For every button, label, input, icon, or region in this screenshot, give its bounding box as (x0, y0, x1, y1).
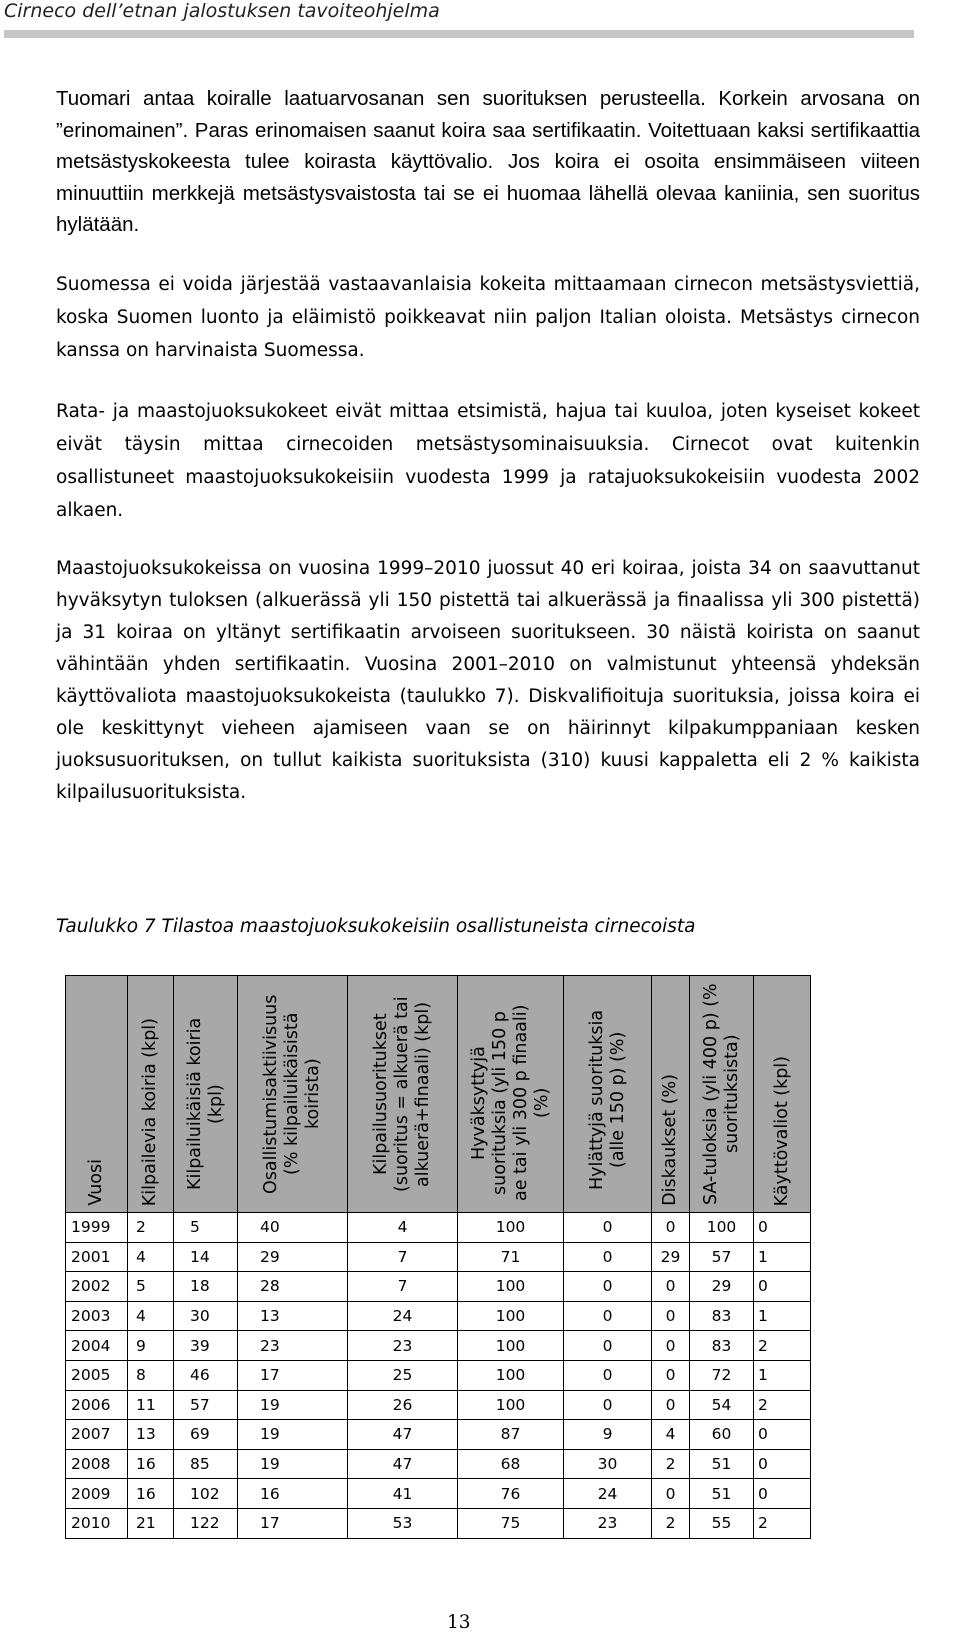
table-cell: 0 (564, 1331, 652, 1361)
table-cell: 18 (174, 1272, 238, 1302)
table-cell: 0 (652, 1301, 690, 1331)
table-row (66, 1272, 811, 1302)
table-row (66, 1420, 811, 1450)
table-cell: 19 (238, 1449, 348, 1479)
column-header: SA-tuloksia (yli 400 p) (% suorituksista) (690, 976, 754, 1213)
paragraph-finland-tests: Suomessa ei voida järjestää vastaavanlaisia kokeita mittaamaan cirnecon metsästysviettiä, koska Suomen luonto ja eläimistö poikkeavat niin paljon Italian oloista. Metsästys cirnecon kanssa on harvinaista Suomessa. (56, 274, 920, 361)
table-row (66, 1360, 811, 1390)
table-cell: 75 (458, 1508, 564, 1538)
table-cell: 24 (348, 1301, 458, 1331)
table-cell: 72 (690, 1360, 754, 1390)
column-header: Kilpailevia koiria (kpl) (128, 976, 174, 1213)
table-cell: 2002 (66, 1272, 128, 1302)
table-cell: 83 (690, 1331, 754, 1361)
table-cell: 9 (564, 1420, 652, 1450)
table-cell: 47 (348, 1449, 458, 1479)
statistics-table (65, 975, 811, 1539)
table-cell: 0 (652, 1213, 690, 1243)
table-cell: 68 (458, 1449, 564, 1479)
column-header: Hyväksyttyjä suorituksia (yli 150 p ae tai yli 300 p finaali)(%) (458, 976, 564, 1213)
column-header: Hylättyjä suorituksia (alle 150 p) (%) (564, 976, 652, 1213)
table-cell: 1 (754, 1360, 811, 1390)
table-cell: 4 (652, 1420, 690, 1450)
table-cell: 0 (652, 1360, 690, 1390)
table-cell: 0 (652, 1479, 690, 1509)
table-cell: 54 (690, 1390, 754, 1420)
table-cell: 51 (690, 1449, 754, 1479)
table-cell: 2005 (66, 1360, 128, 1390)
table-cell: 29 (238, 1242, 348, 1272)
table-cell: 14 (174, 1242, 238, 1272)
table-cell: 0 (754, 1213, 811, 1243)
table-cell: 1 (754, 1301, 811, 1331)
column-header: Vuosi (66, 976, 128, 1213)
column-header: Kilpailuikäisiä koiria (kpl) (174, 976, 238, 1213)
table-cell: 16 (128, 1449, 174, 1479)
table-cell: 4 (128, 1242, 174, 1272)
table-cell: 9 (128, 1331, 174, 1361)
table-cell: 26 (348, 1390, 458, 1420)
table-cell: 0 (564, 1360, 652, 1390)
table-cell: 100 (458, 1331, 564, 1361)
table-cell: 13 (238, 1301, 348, 1331)
table-cell: 17 (238, 1360, 348, 1390)
table-cell: 69 (174, 1420, 238, 1450)
table-cell: 0 (564, 1301, 652, 1331)
table-cell: 2 (652, 1449, 690, 1479)
table-cell: 0 (652, 1331, 690, 1361)
table-cell: 2001 (66, 1242, 128, 1272)
table-cell: 4 (128, 1301, 174, 1331)
table-row (66, 1449, 811, 1479)
table-cell: 102 (174, 1479, 238, 1509)
table-cell: 29 (690, 1272, 754, 1302)
table-cell: 23 (564, 1508, 652, 1538)
table-cell: 2009 (66, 1479, 128, 1509)
table-cell: 57 (690, 1242, 754, 1272)
table-cell: 19 (238, 1420, 348, 1450)
table-cell: 83 (690, 1301, 754, 1331)
table-cell: 71 (458, 1242, 564, 1272)
table-cell: 5 (128, 1272, 174, 1302)
table-cell: 76 (458, 1479, 564, 1509)
table-cell: 8 (128, 1360, 174, 1390)
table-cell: 100 (458, 1360, 564, 1390)
table-cell: 0 (564, 1272, 652, 1302)
table-cell: 0 (564, 1213, 652, 1243)
table-cell: 11 (128, 1390, 174, 1420)
table-cell: 13 (128, 1420, 174, 1450)
table-cell: 60 (690, 1420, 754, 1450)
table-cell: 2006 (66, 1390, 128, 1420)
table-cell: 2008 (66, 1449, 128, 1479)
document-header-title: Cirneco dell’etnan jalostuksen tavoiteohjelma (4, 0, 440, 22)
table-cell: 0 (564, 1242, 652, 1272)
table-row (66, 1479, 811, 1509)
table-cell: 0 (754, 1449, 811, 1479)
table-cell: 2 (652, 1508, 690, 1538)
paragraph-race-tests: Rata- ja maastojuoksukokeet eivät mittaa etsimistä, hajua tai kuuloa, joten kyseiset kokeet eivät täysin mittaa cirnecoiden metsästysominaisuuksia. Cirnecot ovat kuitenkin osallistuneet maastojuoksukokeisiin vuodesta 1999 ja ratajuoksukokeisiin vuodesta 2002 alkaen. (56, 401, 920, 521)
header-rule (4, 30, 914, 38)
table-cell: 29 (652, 1242, 690, 1272)
column-header: Käyttövaliot (kpl) (754, 976, 811, 1213)
table-cell: 0 (652, 1272, 690, 1302)
table-cell: 1 (754, 1242, 811, 1272)
table-cell: 100 (458, 1213, 564, 1243)
table-row (66, 1508, 811, 1538)
table-cell: 100 (458, 1272, 564, 1302)
table-cell: 5 (174, 1213, 238, 1243)
column-header: Diskaukset (%) (652, 976, 690, 1213)
table-cell: 100 (458, 1390, 564, 1420)
table-cell: 2010 (66, 1508, 128, 1538)
table-row (66, 1213, 811, 1243)
table-cell: 100 (690, 1213, 754, 1243)
table-cell: 24 (564, 1479, 652, 1509)
table-caption: Taulukko 7 Tilastoa maastojuoksukokeisiin osallistuneista cirnecoista (56, 916, 696, 937)
table-cell: 0 (754, 1479, 811, 1509)
table-cell: 17 (238, 1508, 348, 1538)
table-cell: 2 (754, 1331, 811, 1361)
table-cell: 28 (238, 1272, 348, 1302)
table-cell: 0 (652, 1390, 690, 1420)
table-cell: 25 (348, 1360, 458, 1390)
table-cell: 51 (690, 1479, 754, 1509)
table-cell: 2 (128, 1213, 174, 1243)
table-cell: 0 (754, 1420, 811, 1450)
table-cell: 23 (238, 1331, 348, 1361)
table-cell: 46 (174, 1360, 238, 1390)
table-cell: 2 (754, 1508, 811, 1538)
table-cell: 40 (238, 1213, 348, 1243)
table-row (66, 1331, 811, 1361)
table-cell: 21 (128, 1508, 174, 1538)
table-cell: 87 (458, 1420, 564, 1450)
table-cell: 0 (564, 1390, 652, 1420)
table-cell: 55 (690, 1508, 754, 1538)
table-cell: 2007 (66, 1420, 128, 1450)
column-header: Osallistumisaktiivisuus (% kilpailuikäisistä koirista) (238, 976, 348, 1213)
table-cell: 30 (174, 1301, 238, 1331)
table-cell: 57 (174, 1390, 238, 1420)
table-cell: 16 (238, 1479, 348, 1509)
page-number: 13 (447, 1612, 471, 1633)
table-row (66, 1390, 811, 1420)
table-cell: 7 (348, 1242, 458, 1272)
table-cell: 53 (348, 1508, 458, 1538)
table-cell: 0 (754, 1272, 811, 1302)
table-cell: 2004 (66, 1331, 128, 1361)
column-header: Kilpailusuoritukset (suoritus = alkuerä tai alkuerä+finaali) (kpl) (348, 976, 458, 1213)
table-cell: 23 (348, 1331, 458, 1361)
table-cell: 39 (174, 1331, 238, 1361)
table-cell: 30 (564, 1449, 652, 1479)
table-cell: 122 (174, 1508, 238, 1538)
table-cell: 2 (754, 1390, 811, 1420)
table-row (66, 1242, 811, 1272)
paragraph-lure-coursing-results: Maastojuoksukokeissa on vuosina 1999–2010 juossut 40 eri koiraa, joista 34 on saavuttanut hyväksytyn tuloksen (alkuerässä yli 150 pistettä tai alkuerässä ja finaalissa yli 300 pistettä) ja 31 koiraa on yltänyt sertifikaatin arvoiseen suoritukseen. 30 näistä koirista on saanut vähintään yhden sertifikaatin. Vuosina 2001–2010 on valmistunut yhteensä yhdeksän käyttövaliota maastojuoksukokeista (taulukko 7). Diskvalifioituja suorituksia, joissa koira ei ole keskittynyt vieheen ajamiseen vaan se on häirinnyt kilpakumppaniaan kesken juoksusuorituksen, on tullut kaikista suorituksista (310) kuusi kappaletta eli 2 % kaikista kilpailusuorituksista. (56, 558, 920, 803)
table-cell: 19 (238, 1390, 348, 1420)
table-cell: 7 (348, 1272, 458, 1302)
table-cell: 85 (174, 1449, 238, 1479)
paragraph-judging: Tuomari antaa koiralle laatuarvosanan sen suorituksen perusteella. Korkein arvosana on ”erinomainen”. Paras erinomaisen saanut koira saa sertifikaatin. Voitettuaan kaksi sertifikaattia metsästyskokeesta tulee koirasta käyttövalio. Jos koira ei osoita ensimmäiseen viiteen minuuttiin merkkejä metsästysvaistosta tai se ei huomaa lähellä olevaa kaniinia, sen suoritus hylätään. (56, 87, 920, 236)
table-header-row (66, 976, 811, 1213)
table-cell: 16 (128, 1479, 174, 1509)
table-cell: 1999 (66, 1213, 128, 1243)
table-cell: 2003 (66, 1301, 128, 1331)
table-cell: 100 (458, 1301, 564, 1331)
table-row (66, 1301, 811, 1331)
table-cell: 47 (348, 1420, 458, 1450)
table-cell: 4 (348, 1213, 458, 1243)
table-cell: 41 (348, 1479, 458, 1509)
